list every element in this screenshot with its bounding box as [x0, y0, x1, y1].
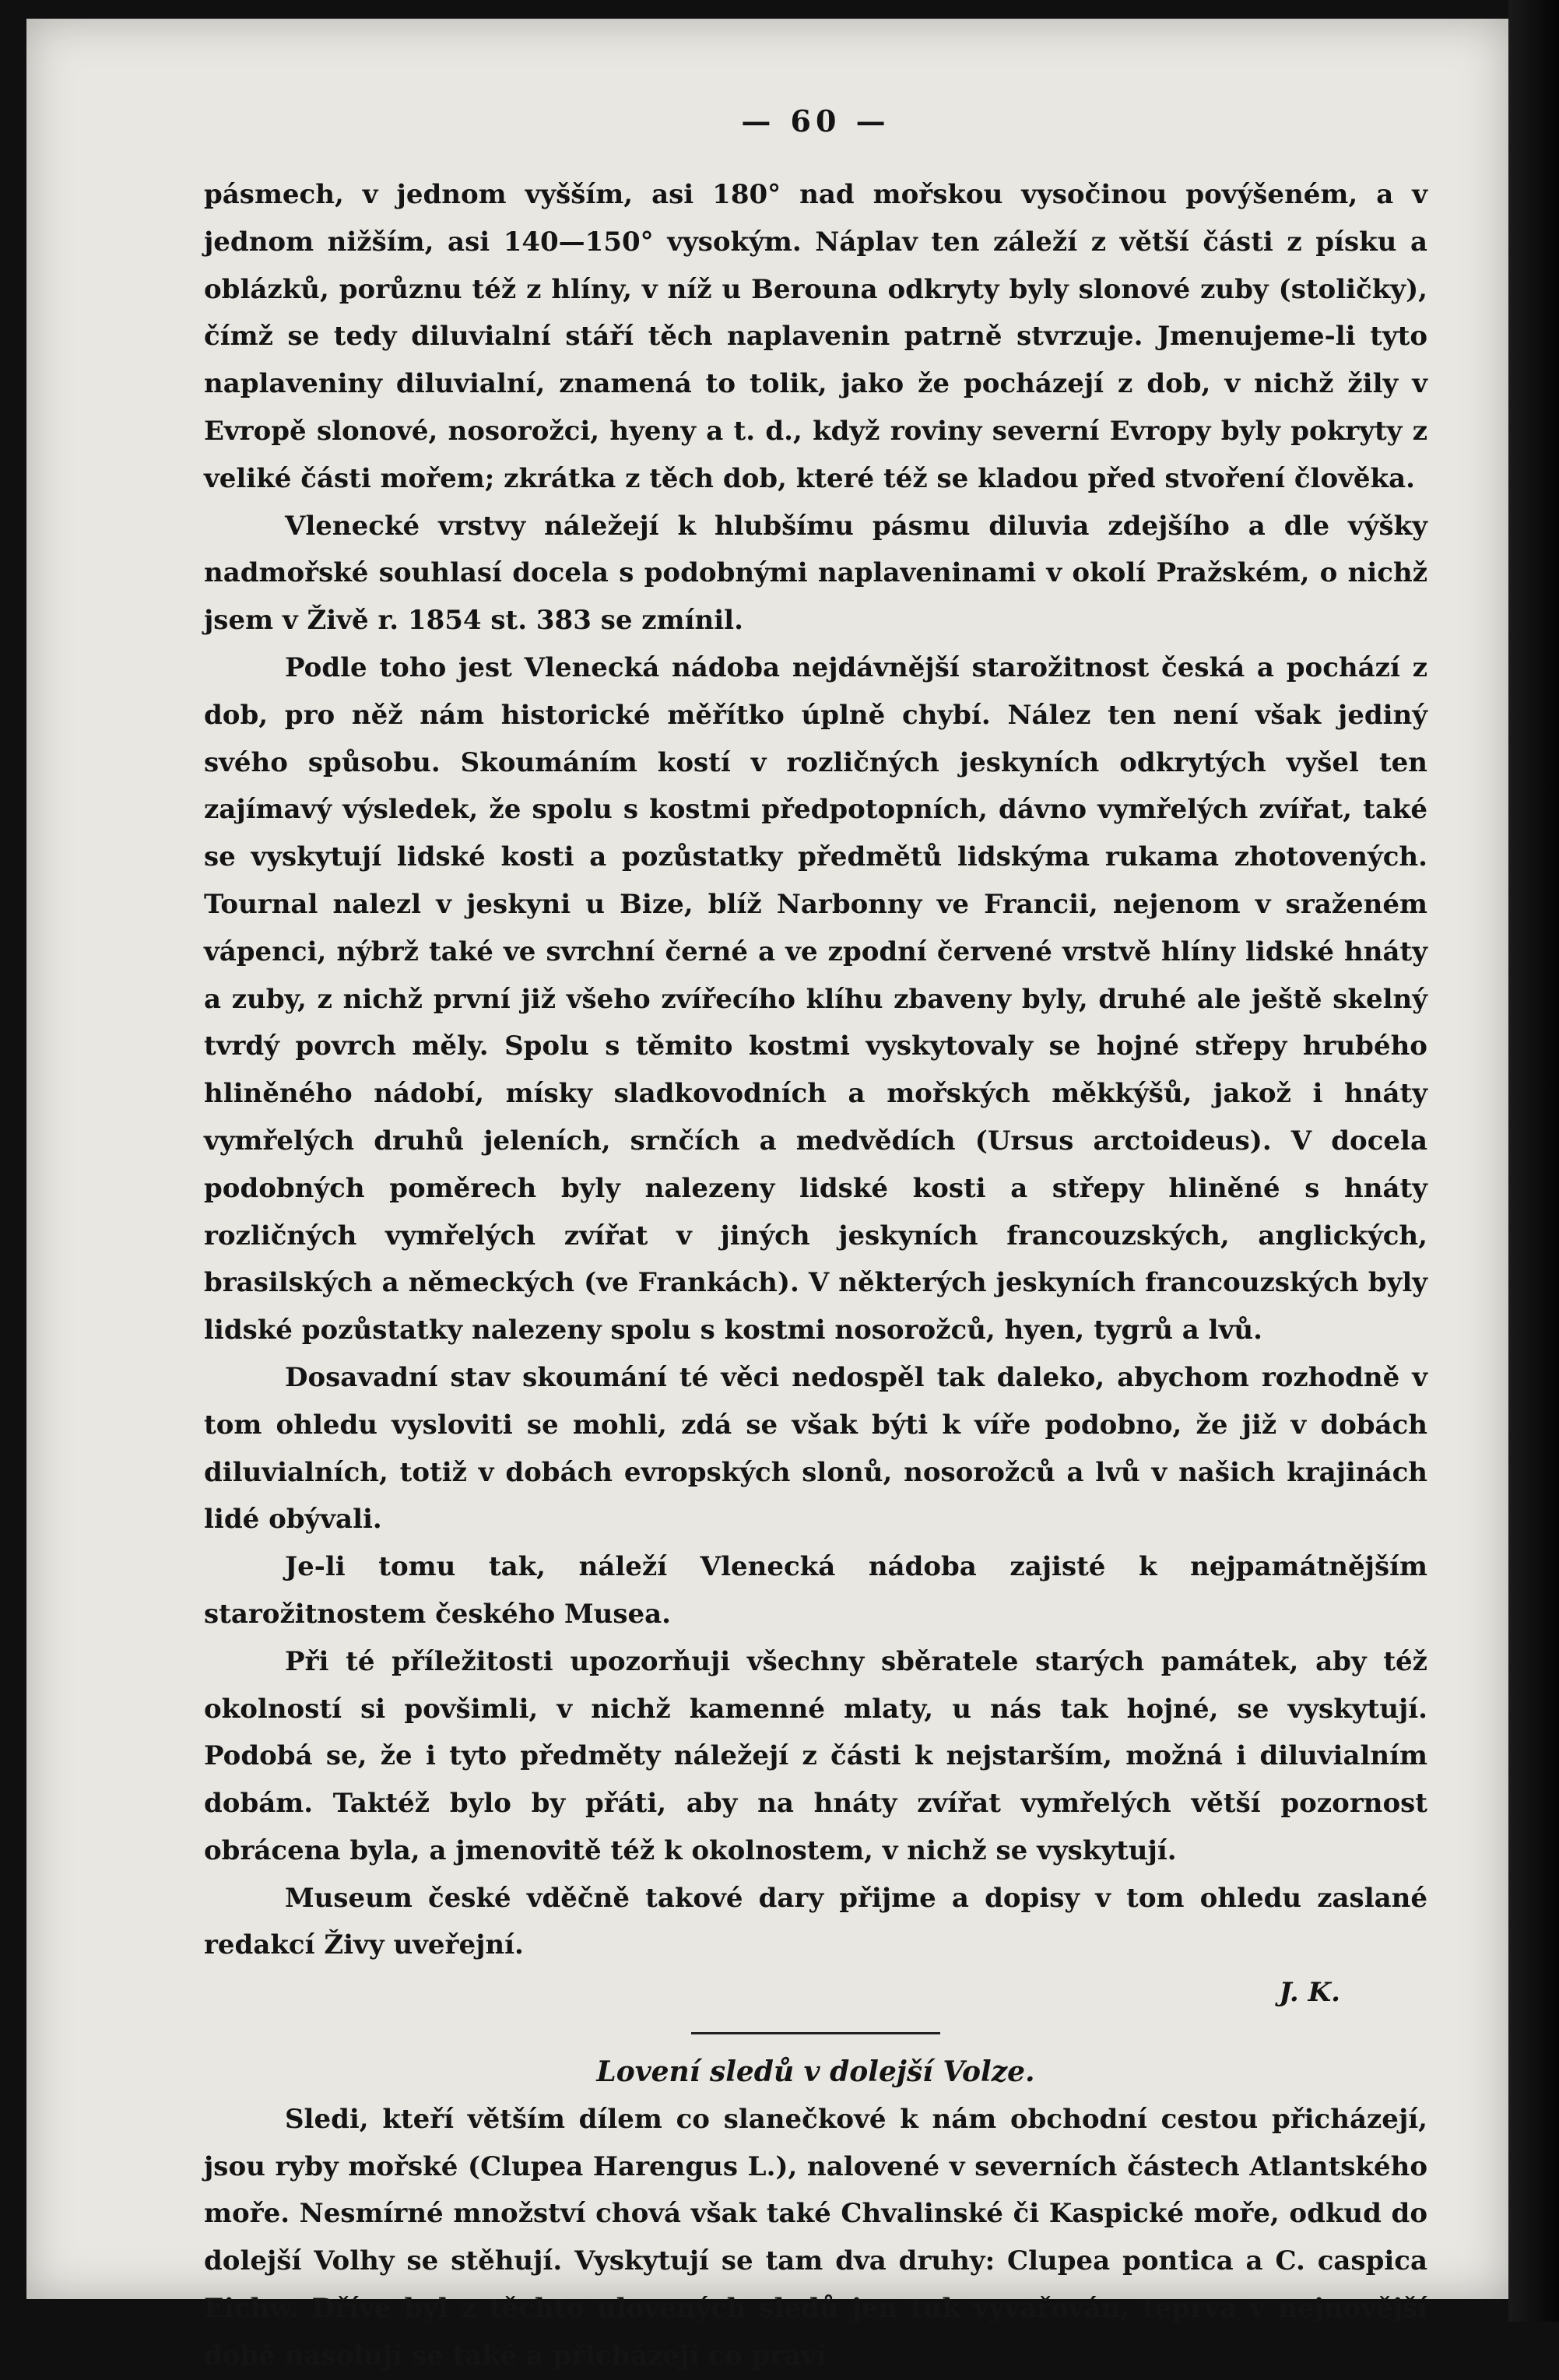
paragraph-1: pásmech, v jednom vyšším, asi 180° nad mořskou vysočinou povýšeném, a v jednom nižším, asi 140—150° vysokým. Náplav ten záleží z větší části z písku a oblázků, porůznu též z hlíny, v níž u Berouna odkryty byly slonové zuby (stoličky), čímž se tedy diluvialní stáří těch naplavenin patrně stvrzuje. Jmenujeme-li tyto naplaveniny diluvialní, znamená to tolik, jako že pocházejí z dob, v nichž žily v Evropě slonové, nosorožci, hyeny a t. d., když roviny severní Evropy byly pokryty z veliké části mořem; zkrátka z těch dob, které též se kladou před stvoření člověka.: [204, 179, 1427, 494]
page-number: — 60 —: [741, 104, 890, 139]
scan-edge: [1508, 0, 1559, 2322]
section-title: Lovení sledů v dolejší Volze.: [596, 2055, 1035, 2089]
author-signature: J. K.: [1279, 1977, 1340, 2009]
paragraph-2: Vlenecké vrstvy náležejí k hlubšímu pásmu diluvia zdejšího a dle výšky nadmořské souhlasí docela s podobnými naplaveninami v okolí Pražském, o nichž jsem v Živě r. 1854 st. 383 se zmínil.: [204, 510, 1427, 637]
section-paragraph: Sledi, kteří větším dílem co slanečkové k nám obchodní cestou přicházejí, jsou ryby mořské (Clupea Harengus L.), nalovené v severních částech Atlantského moře. Nesmírné množství chová však také Chvalinské či Kaspické moře, odkud do dolejší Volhy se stěhují. Vyskytují se tam dva druhy: Clupea pontica a C. caspica Eichw. Dříve byl z těchto ulovených sledů jen tuk vyvařován, teprva v nejnovější době nasolují se také a přicházejí co praví: [204, 2103, 1427, 2371]
paragraph-3: Podle toho jest Vlenecká nádoba nejdávnější starožitnost česká a pochází z dob, pro něž nám historické měřítko úplně chybí. Nález ten není však jediný svého spůsobu. Skoumáním kostí v rozličných jeskyních odkrytých vyšel ten zajímavý výsledek, že spolu s kostmi předpotopních, dávno vymřelých zvířat, také se vyskytují lidské kosti a pozůstatky předmětů lidskýma rukama zhotovených. Tournal nalezl v jeskyni u Bize, blíž Narbonny ve Francii, nejenom v sraženém vápenci, nýbrž také ve svrchní černé a ve zpodní červené vrstvě hlíny lidské hnáty a zuby, z nichž první již všeho zvířecího klíhu zbaveny byly, druhé ale ještě skelný tvrdý povrch měly. Spolu s těmito kostmi vyskytovaly se hojné střepy hrubého hliněného nádobí, mísky sladkovodních a mořských měkkýšů, jakož i hnáty vymřelých druhů jeleních, srnčích a medvědích (Ursus arctoideus). V docela podobných poměrech byly nalezeny lidské kosti a střepy hliněné s hnáty rozličných vymřelých zvířat v jiných jeskyních francouzských, anglických, brasilských a německých (ve Frankách). V některých jeskyních francouzských byly lidské pozůstatky nalezeny spolu s kostmi nosorožců, hyen, tygrů a lvů.: [204, 651, 1427, 1346]
paragraph-4: Dosavadní stav skoumání té věci nedospěl tak daleko, abychom rozhodně v tom ohledu vysloviti se mohli, zdá se však býti k víře podobno, že již v dobách diluvialních, totiž v dobách evropských slonů, nosorožců a lvů v našich krajinách lidé obývali.: [204, 1361, 1427, 1536]
paragraph-5: Je-li tomu tak, náleží Vlenecká nádoba zajisté k nejpamátnějším starožitnostem českého Musea.: [204, 1551, 1427, 1630]
page-text: [204, 98, 1427, 2380]
paragraph-6: Při té příležitosti upozorňuji všechny sběratele starých památek, aby též okolností si povšimli, v nichž kamenné mlaty, u nás tak hojné, se vyskytují. Podobá se, že i tyto předměty náležejí z části k nejstarším, možná i diluvialním dobám. Taktéž bylo by přáti, aby na hnáty zvířat vymřelých větší pozornost obrácena byla, a jmenovitě též k okolnostem, v nichž se vyskytují.: [204, 1645, 1427, 1866]
paragraph-7: Museum české vděčně takové dary přijme a dopisy v tom ohledu zaslané redakcí Živy uveřejní.: [204, 1882, 1427, 1961]
section-divider: [691, 2032, 940, 2034]
